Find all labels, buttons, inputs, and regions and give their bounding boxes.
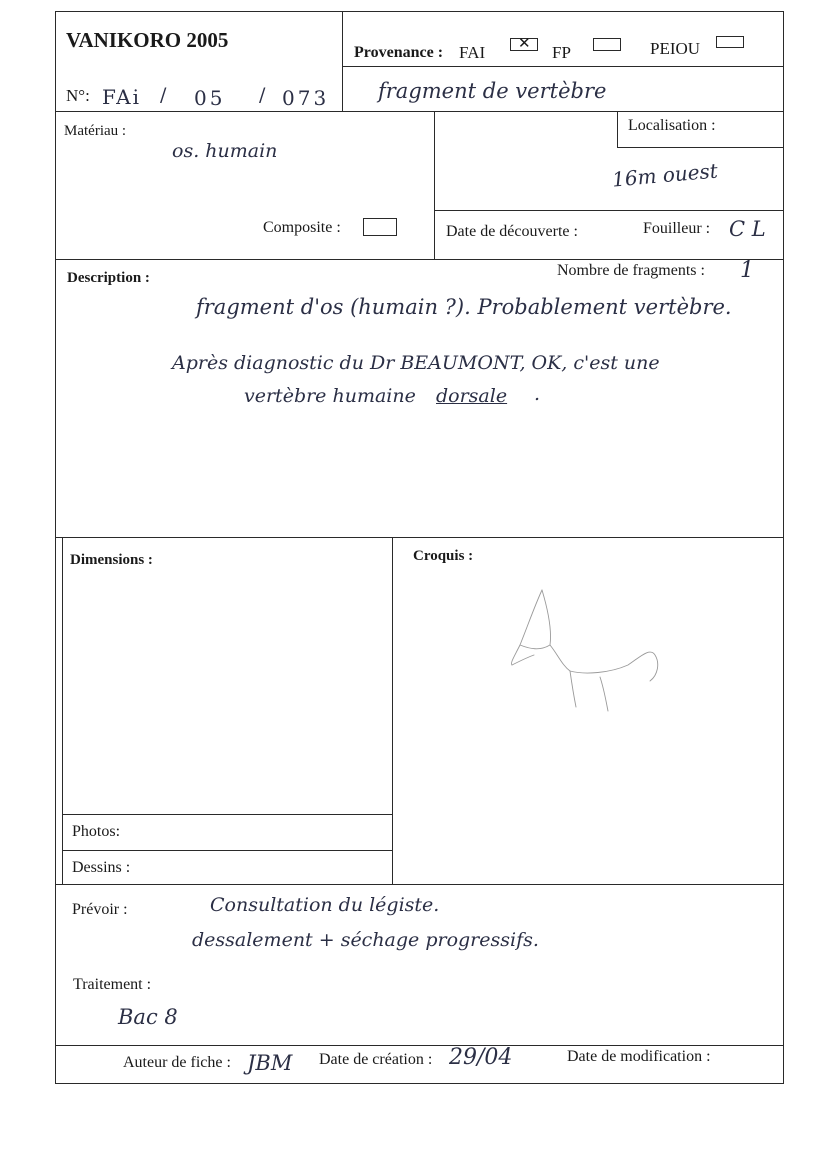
rule-under-description: [55, 537, 784, 538]
number-part-3: 073: [282, 86, 330, 110]
dessins-label: Dessins :: [72, 859, 131, 876]
header-divider: [342, 11, 343, 111]
provenance-label: Provenance :: [354, 44, 444, 61]
creation-label: Date de création :: [319, 1051, 433, 1068]
localisation-box-left: [617, 111, 618, 148]
provenance-option-fp-checkbox[interactable]: [593, 38, 621, 51]
modification-label: Date de modification :: [567, 1048, 711, 1065]
composite-checkbox[interactable]: [363, 218, 397, 236]
number-part-1: FAi: [102, 85, 141, 109]
rule-under-dessins: [55, 884, 784, 885]
prevoir-label: Prévoir :: [72, 901, 128, 918]
croquis-label: Croquis :: [413, 548, 474, 564]
provenance-option-peiou-label: PEIOU: [650, 39, 701, 58]
provenance-option-fai-label: FAI: [459, 43, 486, 62]
description-label: Description :: [67, 270, 150, 286]
localisation-rule: [434, 210, 784, 211]
croquis-divider: [392, 537, 393, 884]
object-name: fragment de vertèbre: [378, 79, 607, 103]
description-line-3: vertèbre humaine: [244, 385, 416, 407]
prevoir-line-1: Consultation du légiste.: [210, 894, 440, 916]
number-separator-2: /: [259, 84, 266, 106]
description-underlined-word: dorsale: [436, 385, 508, 407]
materiau-divider: [434, 111, 435, 260]
creation-value: 29/04: [449, 1045, 513, 1070]
auteur-label: Auteur de fiche :: [123, 1054, 231, 1071]
rule-under-materiau: [55, 259, 784, 260]
fragments-value: 1: [740, 258, 754, 283]
traitement-label: Traitement :: [73, 976, 152, 993]
checkmark-x-icon: ✕: [518, 36, 531, 52]
prevoir-line-2: dessalement + séchage progressifs.: [192, 929, 539, 951]
fouilleur-label: Fouilleur :: [643, 220, 711, 237]
vertebra-sketch: [500, 585, 680, 735]
number-label: N°:: [66, 86, 90, 105]
number-separator-1: /: [160, 84, 167, 106]
localisation-value: 16m ouest: [611, 158, 719, 192]
form-title: VANIKORO 2005: [66, 28, 229, 52]
materiau-value: os. humain: [172, 140, 278, 162]
description-line-2: Après diagnostic du Dr BEAUMONT, OK, c'est une: [172, 352, 660, 374]
description-line-1: fragment d'os (humain ?). Probablement vertèbre.: [196, 295, 732, 319]
provenance-option-peiou-checkbox[interactable]: [716, 36, 744, 48]
rule-above-photos: [62, 814, 392, 815]
number-part-2: 05: [194, 86, 226, 110]
provenance-option-fp-label: FP: [552, 43, 571, 62]
fragments-label: Nombre de fragments :: [557, 262, 705, 279]
rule-above-dessins: [62, 850, 392, 851]
auteur-value: JBM: [247, 1051, 293, 1075]
rule-under-number: [55, 111, 784, 112]
composite-label: Composite :: [263, 219, 341, 236]
traitement-value: Bac 8: [118, 1005, 178, 1029]
localisation-box-bottom: [617, 147, 784, 148]
photos-label: Photos:: [72, 823, 121, 840]
dimensions-label: Dimensions :: [70, 552, 153, 568]
date-decouverte-label: Date de découverte :: [446, 223, 578, 240]
rule-above-footer: [55, 1045, 784, 1046]
rule-under-provenance: [342, 66, 784, 67]
materiau-label: Matériau :: [64, 123, 127, 139]
fouilleur-value: C L: [729, 217, 766, 241]
description-trailing-mark: .: [534, 383, 541, 405]
localisation-label: Localisation :: [628, 117, 716, 134]
dimensions-inner-left: [62, 537, 63, 884]
